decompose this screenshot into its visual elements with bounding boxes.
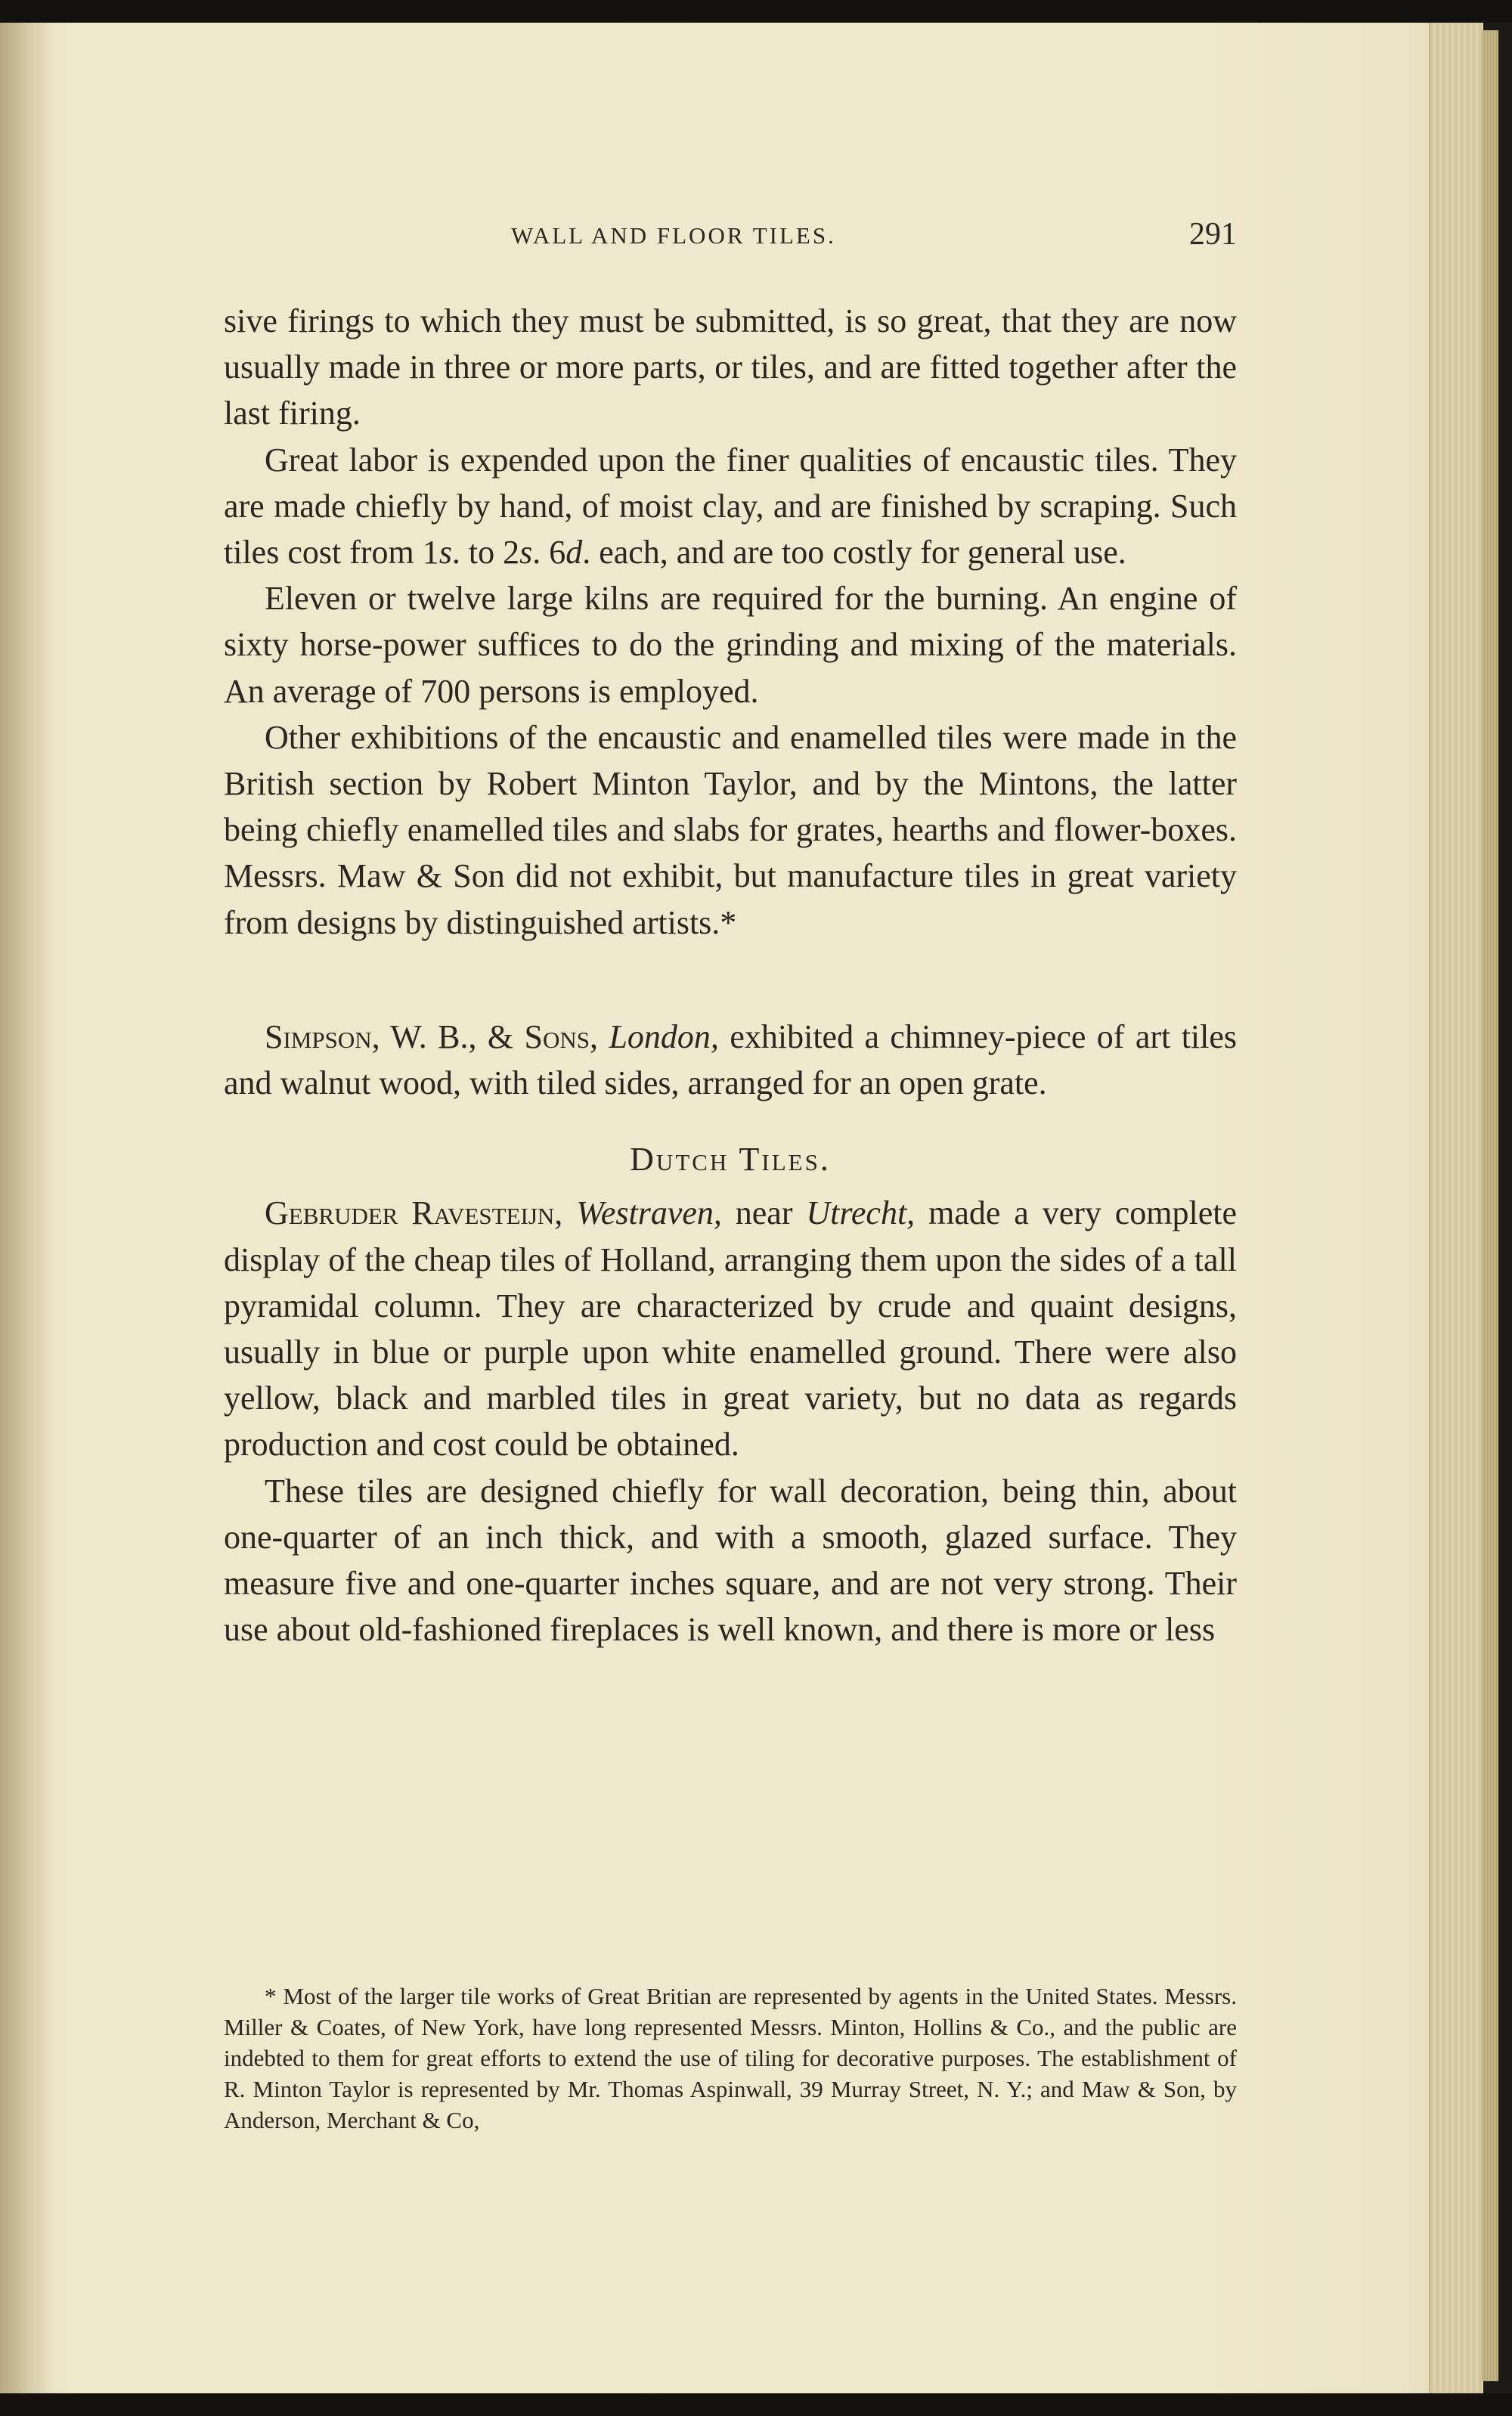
paragraph-continued: sive firings to which they must be submitted, is so great, that they are now usually made in three or more parts, or tiles, and are fitted together after the last firing. xyxy=(224,302,1237,432)
running-head: WALL AND FLOOR TILES. xyxy=(511,222,836,249)
paragraph-tile-description: These tiles are designed chiefly for wall decoration, being thin, about one-quarter of an inch thick, and with a smooth, glazed surface. They measure five and one-quarter inches square, and are not very strong. Their use about old-fashioned fireplaces is well known, and there is more or less xyxy=(224,1472,1237,1649)
footnote-block xyxy=(224,1981,1237,2136)
entry-simpson xyxy=(224,1014,1237,1106)
entry-text: made a very complete display of the cheap tiles of Holland, arranging them upon the sides of a tall pyramidal column. They are characterized by crude and quaint designs, usually in blue or purple upon white enamelled ground. There were also yellow, black and marbled tiles in great variety, but no data as regards production and cost could be obtained. xyxy=(224,1194,1238,1464)
text-run: Great labor is expended upon the finer qualities of encaustic tiles. They are made chiefly by hand, of moist clay, and are finished by scraping. Such tiles cost from 1 xyxy=(224,441,1237,571)
exhibitor-name: Gebruder Ravesteijn, xyxy=(265,1194,563,1232)
exhibitor-city: Utrecht, xyxy=(806,1194,916,1232)
book-fore-edge xyxy=(1482,30,1498,2381)
paragraph-kilns: Eleven or twelve large kilns are required for the burning. An engine of sixty horse-power suffices to do the grinding and mixing of the materials. An average of 700 persons is employed. xyxy=(224,580,1237,710)
shilling-abbrev: s xyxy=(519,534,533,571)
paragraph-encaustic-labor xyxy=(224,437,1237,576)
exhibitor-place: Westraven, xyxy=(576,1194,722,1232)
text-run: . 6 xyxy=(532,534,566,571)
spacer xyxy=(224,946,1237,1014)
scan-border-top xyxy=(0,0,1512,23)
text-run: . each, and are too costly for general use. xyxy=(582,534,1126,571)
paragraph-other-exhibitions: Other exhibitions of the encaustic and enamelled tiles were made in the British section by Robert Minton Taylor, and by the Mintons, the latter being chiefly enamelled tiles and slabs for grates, hearths and flower-boxes. Messrs. Maw & Son did not exhibit, but manufacture tiles in great variety from designs by distinguished artists.* xyxy=(224,718,1237,941)
gutter-shadow xyxy=(0,23,53,2393)
page-stack-edge xyxy=(1429,23,1483,2393)
text-run: . to 2 xyxy=(451,534,520,571)
body-text xyxy=(224,298,1237,1652)
exhibitor-place: London, xyxy=(609,1018,719,1055)
entry-text: exhibited a chimney-piece of art tiles and walnut wood, with tiled sides, arranged for an open grate. xyxy=(224,1018,1238,1102)
section-heading-dutch-tiles: Dutch Tiles. xyxy=(630,1141,831,1179)
pence-abbrev: d xyxy=(565,534,583,571)
exhibitor-name: Simpson, W. B., & Sons, xyxy=(265,1018,599,1055)
page-number: 291 xyxy=(1189,217,1237,252)
scan-border-bottom xyxy=(0,2393,1512,2416)
footnote: * Most of the larger tile works of Great Britian are represented by agents in the United States. Messrs. Miller & Coates, of New York, have long represented Messrs. Minton, Hollins & Co., and the public are indebted to them for great efforts to extend the use of tiling for decorative purposes. The establishment of R. Minton Taylor is represented by Mr. Thomas Aspinwall, 39 Murray Street, N. Y.; and Maw & Son, by Anderson, Merchant & Co, xyxy=(224,1983,1237,2133)
near-word: near xyxy=(735,1194,793,1232)
page-header xyxy=(224,216,1237,262)
shilling-abbrev: s xyxy=(438,534,452,571)
entry-ravesteijn xyxy=(224,1190,1237,1467)
